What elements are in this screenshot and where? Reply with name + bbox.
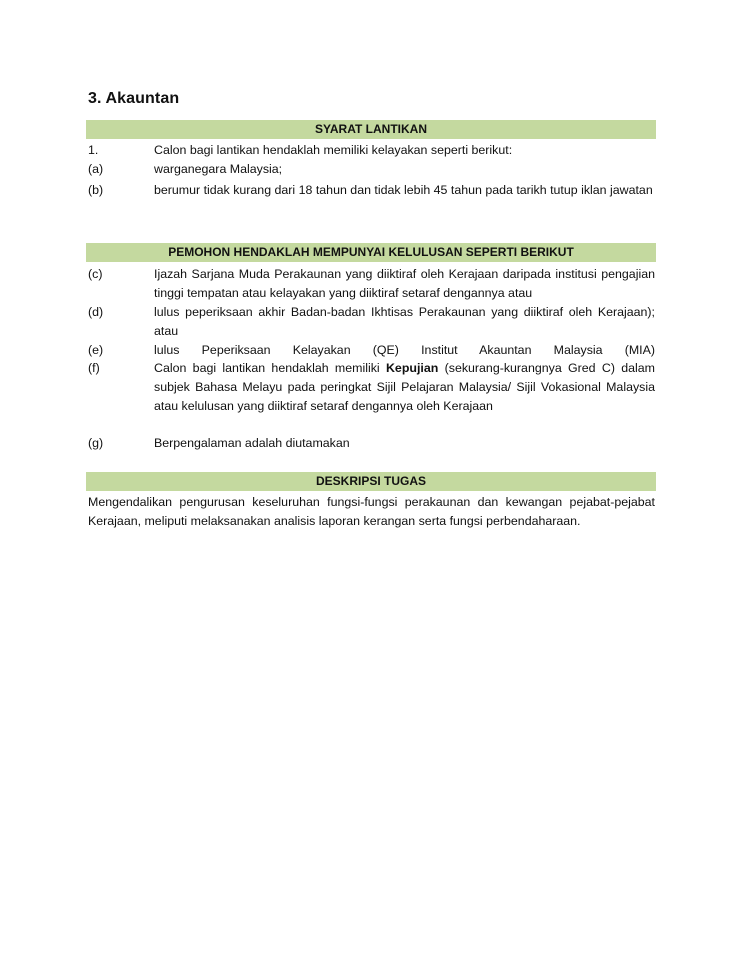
section-header-deskripsi-tugas: DESKRIPSI TUGAS [86,472,656,491]
section-header-kelulusan: PEMOHON HENDAKLAH MEMPUNYAI KELULUSAN SEPERTI BERIKUT [86,243,656,262]
bold-text-kepujian: Kepujian [385,361,439,375]
list-item [88,359,655,416]
list-item-text: Ijazah Sarjana Muda Perakaunan yang diiktiraf oleh Kerajaan daripada institusi pengajian tinggi tempatan atau kelayakan yang diiktiraf setaraf dengannya atau [154,267,655,300]
list-item [88,141,655,160]
list-item [88,341,655,360]
text-segment: Calon bagi lantikan hendaklah memiliki [154,361,386,375]
list-marker: (e) [88,343,104,357]
list-item-text: warganegara Malaysia; [154,162,283,176]
list-item-text: berumur tidak kurang dari 18 tahun dan tidak lebih 45 tahun pada tarikh tutup iklan jawatan [154,183,653,197]
list-item [88,181,655,200]
page-title: 3. Akauntan [88,90,180,107]
list-item [88,160,655,179]
list-item-text [154,359,655,416]
list-marker: (c) [88,267,103,281]
list-item-text: Berpengalaman adalah diutamakan [154,436,350,450]
list-item [88,265,655,303]
list-marker: (f) [88,361,100,375]
list-marker: (d) [88,305,104,319]
list-item [88,434,655,453]
section-header-syarat-lantikan: SYARAT LANTIKAN [86,120,656,139]
list-item-text: Calon bagi lantikan hendaklah memiliki kelayakan seperti berikut: [154,143,513,157]
job-description-text: Mengendalikan pengurusan keseluruhan fungsi-fungsi perakaunan dan kewangan pejabat-pejabat Kerajaan, meliputi melaksanakan analisis laporan kerangan serta fungsi perbendaharaan. [88,495,655,528]
text-segment: (sekurang-kurangnya Gred C) dalam subjek Bahasa Melayu pada peringkat Sijil Pelajaran Malaysia/ Sijil Vokasional Malaysia atau kelulusan yang diiktiraf setaraf dengannya oleh Kerajaan [154,361,655,413]
list-marker: 1. [88,143,99,157]
list-marker: (b) [88,183,104,197]
list-marker: (g) [88,436,104,450]
list-item-text: lulus Peperiksaan Kelayakan (QE) Institut Akauntan Malaysia (MIA) [154,343,655,357]
list-item-text: lulus peperiksaan akhir Badan-badan Ikhtisas Perakaunan yang diiktiraf oleh Kerajaan); atau [154,305,655,338]
list-marker: (a) [88,162,104,176]
list-item [88,303,655,341]
